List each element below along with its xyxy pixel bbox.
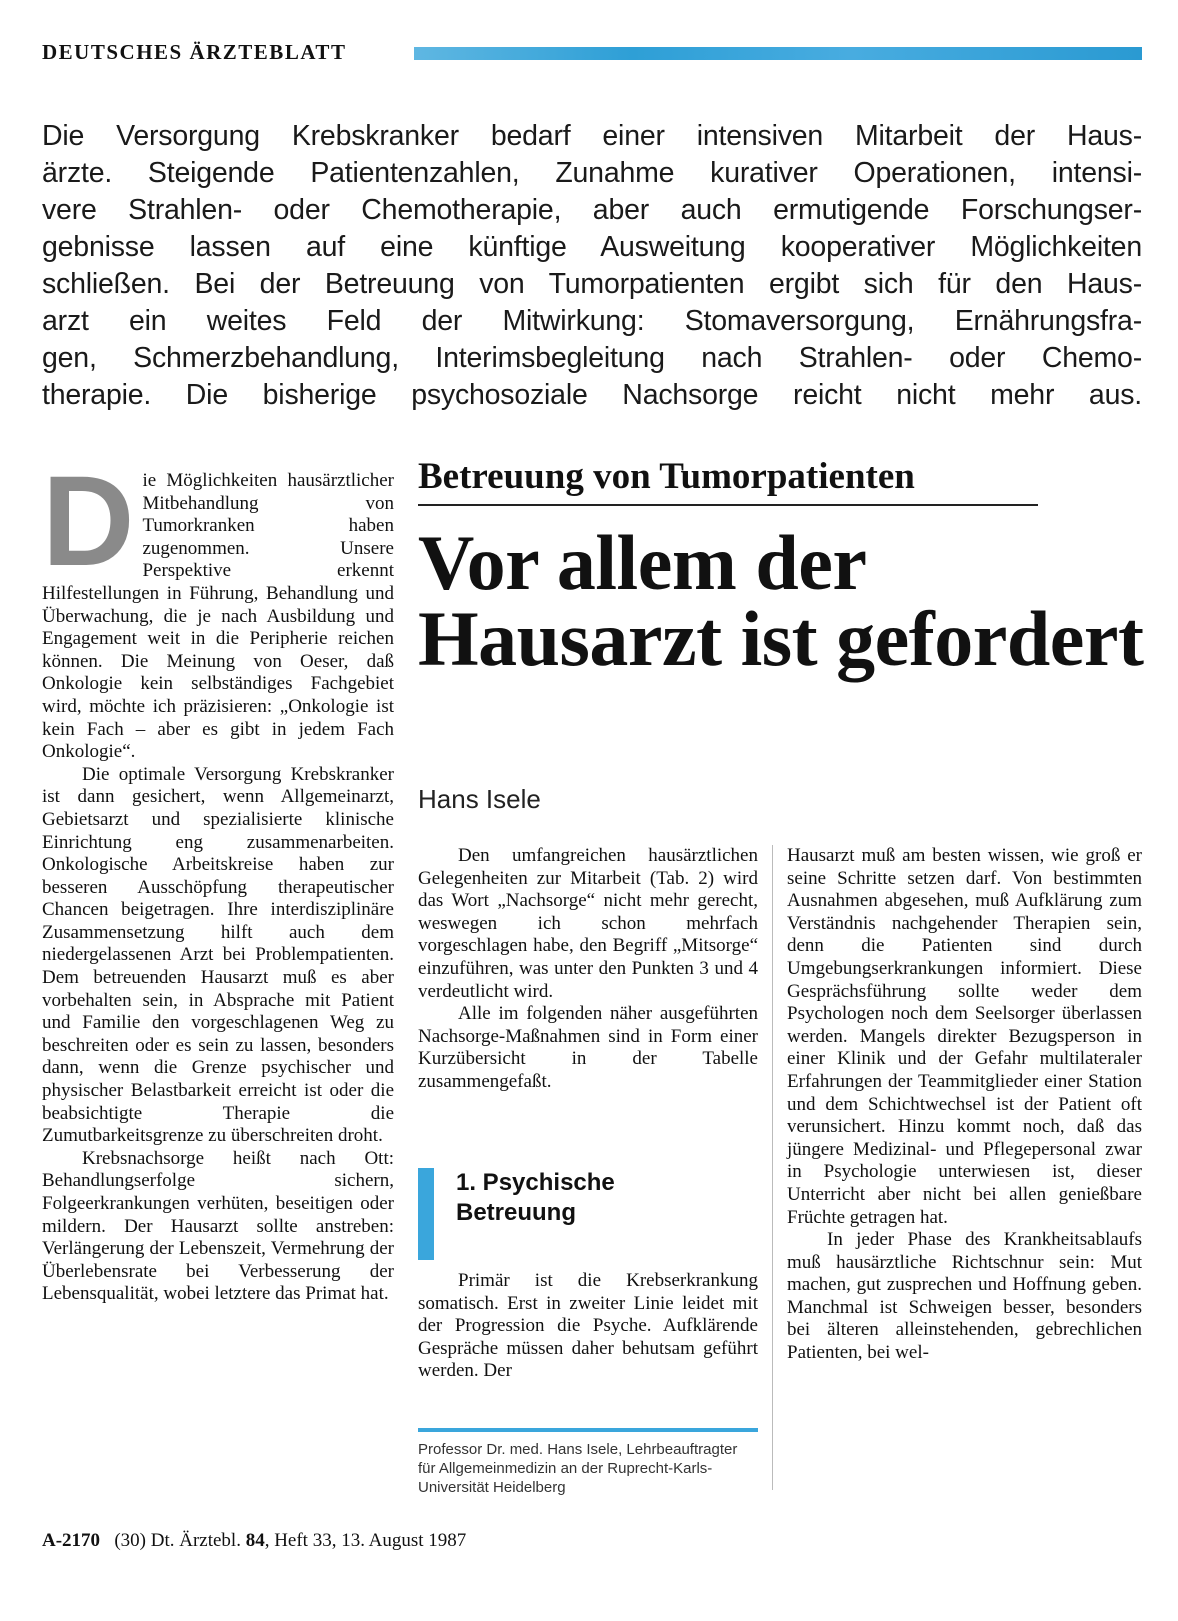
paragraph: In jeder Phase des Krankheitsablaufs muß hausärztliche Richtschnur sein: Mut machen, gut zusprechen und Hoffnung geben. Manchmal ist Schweigen besser, besonders bei älteren alleinstehenden, gebrechlichen Patienten, bei wel-: [787, 1229, 1142, 1364]
paragraph: Die optimale Versorgung Krebskranker ist dann gesichert, wenn Allgemeinarzt, Gebietsarzt und spezialisierte klinische Einrichtung eng zusammenarbeiten. Onkologische Arbeitskreise haben zur besseren Ausschöpfung therapeutischer Chancen beigetragen. Ihre interdisziplinäre Zusammensetzung hilft auch dem niedergelassenen Arzt bei Problempatienten. Dem betreuenden Hausarzt muß es aber vorbehalten sein, in Absprache mit Patient und Familie den vorgeschlagenen Weg zu beschreiten oder es sein zu lassen, besonders dann, wenn die Grenze psychischer und physischer Belastbarkeit erreicht ist oder die beabsichtigte Therapie die Zumutbarkeitsgrenze zu überschreiten droht.: [42, 763, 394, 1147]
teaser-paragraph: [42, 118, 1142, 414]
article-author: Hans Isele: [418, 784, 541, 814]
section-heading: [418, 1168, 758, 1263]
column-divider: [772, 845, 773, 1490]
article-column-2: [418, 845, 758, 1094]
author-footnote: Professor Dr. med. Hans Isele, Lehrbeauftragter für Allgemeinmedizin an der Ruprecht-Karls-Universität Heidelberg: [418, 1441, 738, 1496]
journal-citation: (30) Dt. Ärztebl.: [114, 1530, 241, 1551]
paragraph: Den umfangreichen hausärztlichen Gelegenheiten zur Mitarbeit (Tab. 2) wird das Wort „Nachsorge“ nicht mehr gerecht, weswegen ich schon mehrfach vorgeschlagen habe, den Begriff „Mitsorge“ einzuführen, was unter den Punkten 3 und 4 verdeutlicht wird.: [418, 845, 758, 1002]
masthead-color-bar: [414, 47, 1142, 60]
teaser-line: schließen. Bei der Betreuung von Tumorpatienten ergibt sich für den Haus-: [42, 268, 1142, 300]
masthead: DEUTSCHES ÄRZTEBLATT: [42, 40, 347, 64]
teaser-line: Die Versorgung Krebskranker bedarf einer intensiven Mitarbeit der Haus-: [42, 120, 1142, 152]
paragraph: ie Möglichkeiten hausärztlicher Mitbehandlung von Tumorkranken haben zugenommen. Unsere Perspektive erkennt Hilfestellungen in Führung, Behandlung und Überwachung, die je nach Ausbildung und Engagement weit in die Peripherie reichen können. Die Meinung von Oeser, daß Onkologie kein selbständiges Fachgebiet wird, möchte ich präzisieren: „Onkologie ist kein Fach – aber es gibt in jedem Fach Onkologie“.: [42, 470, 394, 763]
footnote-rule: [418, 1428, 758, 1432]
drop-cap: D: [42, 450, 135, 593]
teaser-line: therapie. Die bisherige psychosoziale Nachsorge reicht nicht mehr aus.: [42, 379, 1142, 411]
page-footer: [42, 1530, 466, 1552]
paragraph: Hausarzt muß am besten wissen, wie groß er seine Schritte setzen darf. Von bestimmten Ausnahmen abgesehen, muß Aufklärung zum Verständnis nachgehender Therapien sein, denn die Patienten sind durch Umgebungserkrankungen informiert. Diese Gesprächsführung sollte weder dem Psychologen noch dem Seelsorger überlassen werden. Mangels direkter Bezugsperson in einer Klinik und der Gefahr multilateraler Erfahrungen der Teammitglieder einer Station und dem Schichtwechsel ist der Patient oft verunsichert. Hinzu kommt noch, daß das jüngere Medizinal- und Pflegepersonal zwar in Psychologie unterwiesen ist, dieser Unterricht aber nicht bei allen genießbare Früchte getragen hat.: [787, 845, 1142, 1228]
teaser-line: gen, Schmerzbehandlung, Interimsbegleitung nach Strahlen- oder Chemo-: [42, 342, 1142, 374]
article-column-3: [787, 845, 1142, 1365]
article-headline: Vor allem der Hausarzt ist gefordert: [418, 519, 1144, 682]
article-column-2-continued: [418, 1270, 758, 1383]
teaser-line: vere Strahlen- oder Chemotherapie, aber auch ermutigende Forschungser-: [42, 194, 1142, 226]
section-accent-bar: [418, 1168, 434, 1260]
paragraph: Alle im folgenden näher ausgeführten Nachsorge-Maßnahmen sind in Form einer Kurzübersicht in der Tabelle zusammengefaßt.: [418, 1003, 758, 1092]
article-kicker: Betreuung von Tumorpatienten: [418, 455, 1038, 506]
teaser-line: ärzte. Steigende Patientenzahlen, Zunahme kurativer Operationen, intensi-: [42, 157, 1142, 189]
teaser-line: arzt ein weites Feld der Mitwirkung: Stomaversorgung, Ernährungsfra-: [42, 305, 1142, 337]
teaser-line: gebnisse lassen auf eine künftige Ausweitung kooperativer Möglichkeiten: [42, 231, 1142, 263]
article-column-1: [42, 450, 394, 1306]
section-title-line: Betreuung: [456, 1199, 576, 1226]
volume-number: 84: [245, 1530, 265, 1551]
issue-date: , Heft 33, 13. August 1987: [264, 1530, 467, 1551]
page-number: A-2170: [42, 1530, 101, 1551]
section-title: [456, 1168, 615, 1228]
paragraph: Primär ist die Krebserkrankung somatisch. Erst in zweiter Linie leidet mit der Progression die Psyche. Aufklärende Gespräche müssen daher behutsam geführt werden. Der: [418, 1270, 758, 1382]
section-title-line: 1. Psychische: [456, 1169, 615, 1196]
paragraph: Krebsnachsorge heißt nach Ott: Behandlungserfolge sichern, Folgeerkrankungen verhüten, beseitigen oder mildern. Der Hausarzt sollte anstreben: Verlängerung der Lebenszeit, Vermehrung der Überlebensrate bei Verbesserung der Lebensqualität, wobei letztere das Primat hat.: [42, 1147, 394, 1305]
